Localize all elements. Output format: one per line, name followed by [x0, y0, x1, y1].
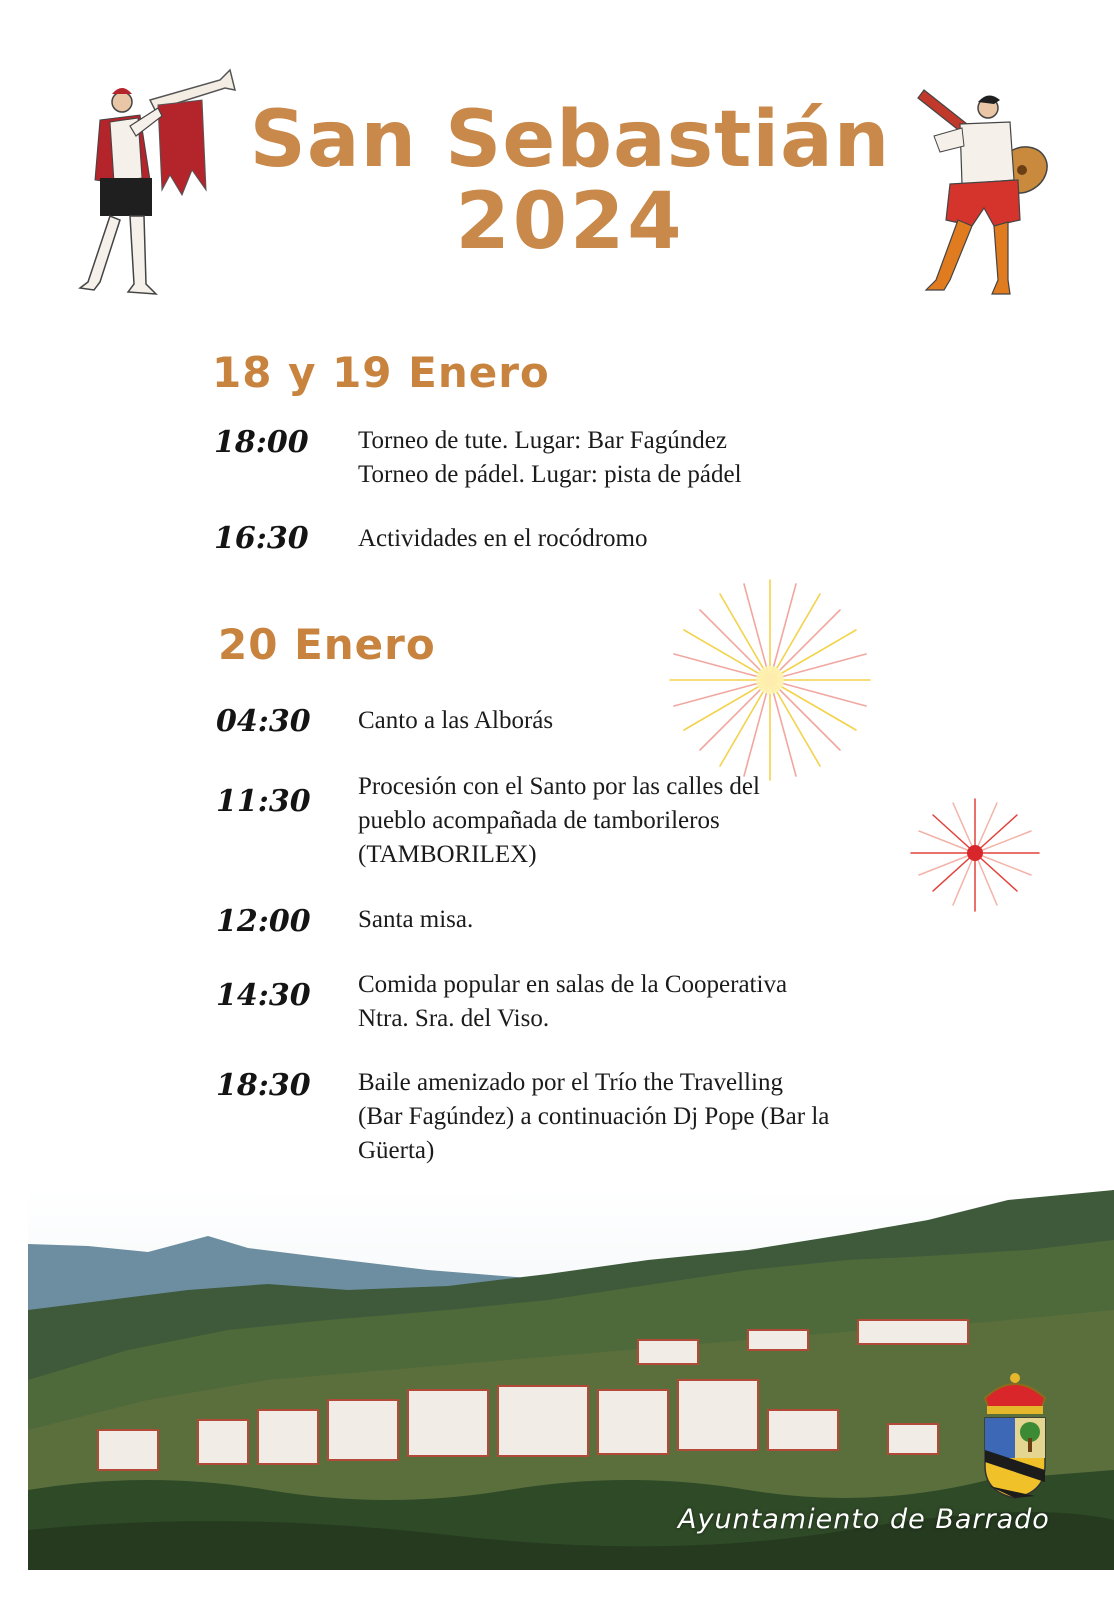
event-description: [358, 704, 553, 738]
event-description: [358, 522, 648, 556]
event-time: 12:00: [216, 904, 311, 939]
poster-title: [200, 95, 940, 267]
event-line: Procesión con el Santo por las calles del: [358, 773, 760, 800]
section-heading-18-19-enero: 18 y 19 Enero: [212, 348, 550, 397]
event-line: Comida popular en salas de la Cooperativa: [358, 971, 788, 998]
event-line: Baile amenizado por el Trío the Travelling: [358, 1069, 783, 1096]
section-heading-20-enero: 20 Enero: [218, 620, 436, 669]
event-description: [358, 1066, 829, 1168]
event-line: Güerta): [358, 1137, 435, 1164]
event-line: Actividades en el rocódromo: [358, 525, 648, 552]
event-line: Ntra. Sra. del Viso.: [358, 1005, 550, 1032]
coat-of-arms-icon: [975, 1370, 1055, 1500]
event-line: pueblo acompañada de tamborileros: [358, 807, 720, 834]
event-description: [358, 968, 787, 1036]
event-time: 11:30: [216, 784, 311, 819]
event-description: [358, 424, 742, 492]
event-description: [358, 903, 473, 937]
firework-red-icon: [905, 795, 1045, 915]
event-time: 04:30: [216, 704, 311, 739]
organizer-label: Ayuntamiento de Barrado: [678, 1504, 1050, 1535]
event-line: Canto a las Alborás: [358, 707, 554, 734]
event-time: 18:00: [214, 425, 309, 460]
event-time: 16:30: [214, 521, 309, 556]
event-line: (Bar Fagúndez) a continuación Dj Pope (Bar la: [358, 1103, 830, 1130]
event-line: Torneo de tute. Lugar: Bar Fagúndez: [358, 427, 727, 454]
event-time: 14:30: [216, 978, 311, 1013]
event-line: (TAMBORILEX): [358, 841, 537, 868]
event-line: Santa misa.: [358, 906, 474, 933]
event-line: Torneo de pádel. Lugar: pista de pádel: [358, 461, 742, 488]
title-line-2: 2024: [455, 176, 685, 267]
firework-yellow-icon: [660, 570, 880, 790]
event-time: 18:30: [216, 1068, 311, 1103]
title-line-1: San Sebastián: [249, 95, 891, 185]
